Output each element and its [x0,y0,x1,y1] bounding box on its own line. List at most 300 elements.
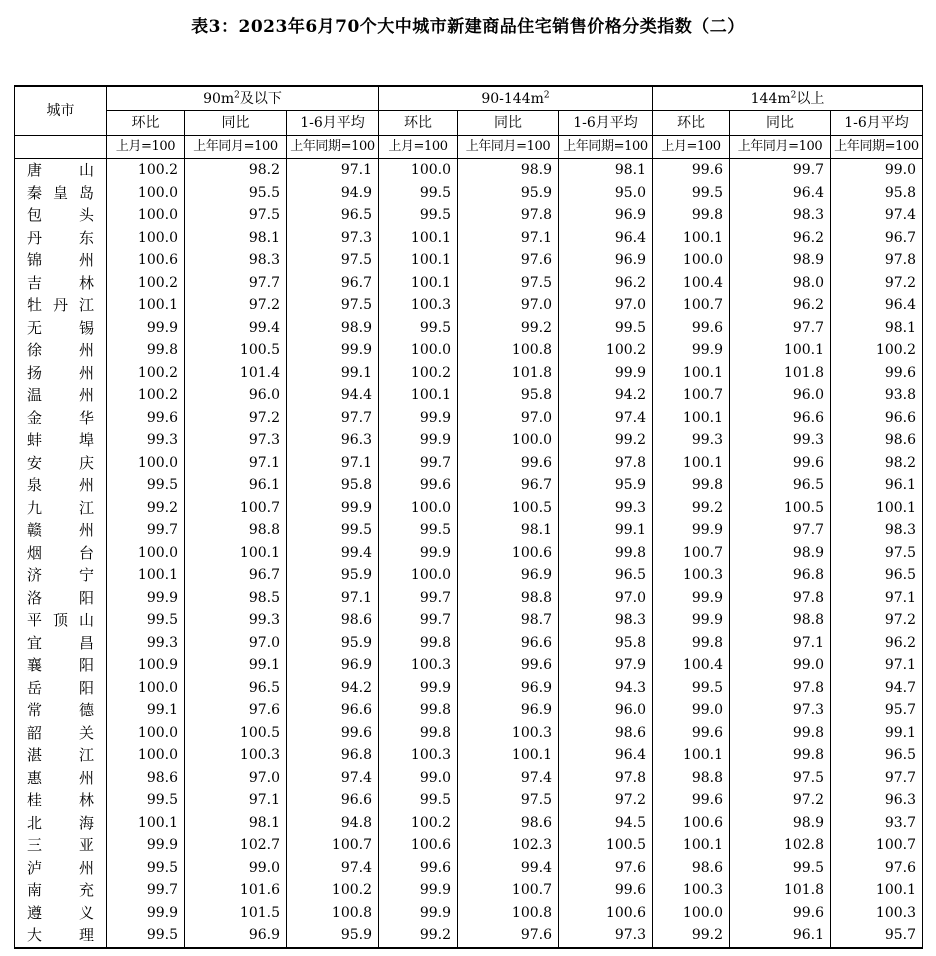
value-cell: 99.7 [379,609,458,632]
value-cell: 97.1 [831,587,923,610]
metric-header: 1-6月平均 [559,111,653,136]
value-cell: 99.8 [107,339,185,362]
metric-header: 同比 [185,111,287,136]
city-cell: 蚌埠 [15,429,107,452]
metric-header: 1-6月平均 [831,111,923,136]
value-cell: 99.3 [559,497,653,520]
table-row [15,632,923,655]
value-cell: 96.1 [730,924,831,948]
value-cell: 99.3 [107,632,185,655]
value-cell: 100.0 [379,564,458,587]
table-row [15,362,923,385]
value-cell: 98.3 [185,249,287,272]
value-cell: 97.0 [559,294,653,317]
value-cell: 99.4 [458,857,559,880]
value-cell: 98.6 [831,429,923,452]
value-cell: 99.8 [653,204,730,227]
value-cell: 97.1 [831,654,923,677]
value-cell: 94.8 [287,812,379,835]
value-cell: 100.7 [185,497,287,520]
value-cell: 96.5 [730,474,831,497]
city-cell: 九江 [15,497,107,520]
value-cell: 99.5 [379,789,458,812]
value-cell: 96.0 [559,699,653,722]
value-cell: 97.0 [458,407,559,430]
value-cell: 97.1 [185,789,287,812]
value-cell: 100.0 [107,452,185,475]
base-header: 上年同月=100 [185,136,287,159]
value-cell: 97.2 [831,272,923,295]
city-cell: 徐州 [15,339,107,362]
city-cell: 北海 [15,812,107,835]
value-cell: 100.1 [379,272,458,295]
value-cell: 99.2 [559,429,653,452]
city-cell: 秦皇岛 [15,182,107,205]
value-cell: 99.5 [379,204,458,227]
value-cell: 94.5 [559,812,653,835]
value-cell: 99.9 [653,587,730,610]
value-cell: 95.5 [185,182,287,205]
value-cell: 97.3 [287,227,379,250]
value-cell: 100.8 [287,902,379,925]
value-cell: 100.2 [107,384,185,407]
value-cell: 94.7 [831,677,923,700]
group-sup: 2 [234,89,240,100]
value-cell: 98.6 [559,722,653,745]
table-row [15,609,923,632]
value-cell: 96.6 [831,407,923,430]
value-cell: 100.5 [730,497,831,520]
value-cell: 96.0 [730,384,831,407]
value-cell: 97.8 [559,452,653,475]
city-cell: 遵义 [15,902,107,925]
value-cell: 99.1 [107,699,185,722]
value-cell: 96.2 [730,294,831,317]
value-cell: 100.5 [185,339,287,362]
value-cell: 99.6 [653,789,730,812]
value-cell: 99.4 [185,317,287,340]
table-row [15,744,923,767]
value-cell: 96.6 [287,789,379,812]
value-cell: 100.3 [831,902,923,925]
value-cell: 95.8 [559,632,653,655]
table-row [15,384,923,407]
value-cell: 98.9 [730,249,831,272]
value-cell: 99.0 [730,654,831,677]
value-cell: 99.9 [107,902,185,925]
table-row [15,767,923,790]
value-cell: 97.7 [831,767,923,790]
value-cell: 99.9 [107,317,185,340]
value-cell: 97.5 [185,204,287,227]
value-cell: 98.2 [831,452,923,475]
city-cell: 安庆 [15,452,107,475]
table-row [15,204,923,227]
value-cell: 98.9 [458,159,559,182]
value-cell: 94.4 [287,384,379,407]
value-cell: 100.5 [458,497,559,520]
value-cell: 97.0 [559,587,653,610]
table-row [15,879,923,902]
value-cell: 99.0 [653,699,730,722]
table-row [15,497,923,520]
value-cell: 96.6 [458,632,559,655]
value-cell: 99.0 [831,159,923,182]
value-cell: 99.5 [653,677,730,700]
value-cell: 97.3 [185,429,287,452]
value-cell: 100.7 [458,879,559,902]
value-cell: 100.7 [287,834,379,857]
group-label: 90m [203,90,235,107]
value-cell: 95.9 [287,564,379,587]
value-cell: 99.8 [653,632,730,655]
value-cell: 100.1 [107,294,185,317]
value-cell: 98.1 [831,317,923,340]
value-cell: 100.1 [653,227,730,250]
value-cell: 97.9 [559,654,653,677]
base-header: 上年同期=100 [287,136,379,159]
value-cell: 97.5 [287,249,379,272]
value-cell: 99.9 [379,429,458,452]
table-row [15,834,923,857]
value-cell: 100.3 [458,722,559,745]
value-cell: 96.1 [185,474,287,497]
value-cell: 96.5 [831,744,923,767]
value-cell: 99.5 [379,519,458,542]
value-cell: 102.8 [730,834,831,857]
value-cell: 99.3 [653,429,730,452]
value-cell: 97.4 [287,857,379,880]
value-cell: 100.0 [107,182,185,205]
value-cell: 99.6 [831,362,923,385]
city-cell: 烟台 [15,542,107,565]
value-cell: 100.1 [107,812,185,835]
group-sup: 2 [790,89,797,100]
value-cell: 97.4 [831,204,923,227]
value-cell: 102.3 [458,834,559,857]
value-cell: 97.8 [831,249,923,272]
city-cell: 泉州 [15,474,107,497]
value-cell: 100.8 [458,902,559,925]
value-cell: 95.8 [831,182,923,205]
value-cell: 100.0 [107,677,185,700]
city-cell: 湛江 [15,744,107,767]
value-cell: 99.9 [379,677,458,700]
value-cell: 96.4 [559,227,653,250]
value-cell: 100.0 [107,722,185,745]
base-header: 上年同月=100 [458,136,559,159]
table-row [15,317,923,340]
value-cell: 100.7 [653,384,730,407]
value-cell: 98.6 [287,609,379,632]
value-cell: 99.8 [730,722,831,745]
value-cell: 96.3 [831,789,923,812]
group-suffix: 以上 [796,90,825,107]
value-cell: 93.8 [831,384,923,407]
value-cell: 99.6 [653,722,730,745]
value-cell: 100.2 [379,362,458,385]
value-cell: 99.9 [653,339,730,362]
value-cell: 100.7 [653,542,730,565]
metric-header: 环比 [379,111,458,136]
value-cell: 97.8 [730,587,831,610]
value-cell: 97.7 [730,519,831,542]
value-cell: 96.9 [458,564,559,587]
value-cell: 100.6 [107,249,185,272]
group-header-medium [379,86,653,111]
table-row [15,699,923,722]
value-cell: 100.1 [379,249,458,272]
city-cell: 南充 [15,879,107,902]
city-cell: 温州 [15,384,107,407]
value-cell: 98.1 [559,159,653,182]
value-cell: 97.4 [559,407,653,430]
value-cell: 100.2 [287,879,379,902]
value-cell: 97.1 [287,587,379,610]
table-row [15,677,923,700]
value-cell: 100.3 [185,744,287,767]
value-cell: 97.3 [559,924,653,948]
base-header: 上月=100 [653,136,730,159]
table-title: 表3：2023年6月70个大中城市新建商品住宅销售价格分类指数（二） [191,17,745,37]
value-cell: 100.0 [107,204,185,227]
value-cell: 96.2 [559,272,653,295]
city-cell: 常德 [15,699,107,722]
value-cell: 96.3 [287,429,379,452]
value-cell: 100.9 [107,654,185,677]
value-cell: 101.4 [185,362,287,385]
value-cell: 100.1 [379,384,458,407]
table-row [15,857,923,880]
value-cell: 99.8 [730,744,831,767]
value-cell: 96.7 [458,474,559,497]
value-cell: 98.9 [730,542,831,565]
value-cell: 97.0 [185,632,287,655]
value-cell: 99.8 [379,699,458,722]
base-header: 上月=100 [107,136,185,159]
value-cell: 99.4 [287,542,379,565]
value-cell: 100.3 [653,564,730,587]
value-cell: 99.9 [107,587,185,610]
value-cell: 95.7 [831,924,923,948]
value-cell: 98.9 [287,317,379,340]
value-cell: 98.8 [185,519,287,542]
value-cell: 99.5 [107,857,185,880]
value-cell: 96.0 [185,384,287,407]
value-cell: 99.9 [379,542,458,565]
city-cell: 扬州 [15,362,107,385]
value-cell: 99.9 [287,497,379,520]
value-cell: 100.0 [653,249,730,272]
value-cell: 98.1 [185,227,287,250]
value-cell: 97.1 [730,632,831,655]
value-cell: 101.5 [185,902,287,925]
value-cell: 96.7 [831,227,923,250]
value-cell: 94.2 [559,384,653,407]
value-cell: 97.5 [458,789,559,812]
value-cell: 99.8 [379,722,458,745]
value-cell: 99.6 [107,407,185,430]
value-cell: 98.6 [653,857,730,880]
value-cell: 97.6 [458,924,559,948]
value-cell: 97.1 [287,159,379,182]
city-cell: 洛阳 [15,587,107,610]
table-row [15,789,923,812]
table-row [15,339,923,362]
value-cell: 99.0 [185,857,287,880]
value-cell: 100.6 [559,902,653,925]
city-cell: 桂林 [15,789,107,812]
value-cell: 96.9 [458,699,559,722]
value-cell: 100.4 [653,654,730,677]
value-cell: 96.5 [831,564,923,587]
value-cell: 100.0 [379,339,458,362]
value-cell: 99.6 [379,857,458,880]
value-cell: 99.5 [107,609,185,632]
value-cell: 100.3 [653,879,730,902]
table-row [15,294,923,317]
table-row [15,924,923,948]
value-cell: 97.0 [458,294,559,317]
city-cell: 吉林 [15,272,107,295]
value-cell: 100.0 [379,497,458,520]
value-cell: 100.3 [379,744,458,767]
value-cell: 98.1 [458,519,559,542]
table-row [15,587,923,610]
metric-header: 同比 [458,111,559,136]
value-cell: 100.1 [107,564,185,587]
value-cell: 100.1 [831,879,923,902]
value-cell: 99.9 [379,879,458,902]
value-cell: 100.6 [379,834,458,857]
value-cell: 100.0 [107,744,185,767]
value-cell: 95.9 [287,924,379,948]
group-header-large [653,86,923,111]
base-header: 上月=100 [379,136,458,159]
value-cell: 100.6 [653,812,730,835]
value-cell: 98.9 [730,812,831,835]
value-cell: 99.7 [379,587,458,610]
value-cell: 97.8 [458,204,559,227]
value-cell: 97.7 [185,272,287,295]
table-row [15,654,923,677]
value-cell: 99.2 [458,317,559,340]
value-cell: 101.8 [730,362,831,385]
value-cell: 97.5 [458,272,559,295]
table-row [15,182,923,205]
value-cell: 94.3 [559,677,653,700]
value-cell: 99.3 [185,609,287,632]
value-cell: 96.7 [287,272,379,295]
metric-header: 1-6月平均 [287,111,379,136]
value-cell: 99.7 [107,879,185,902]
table-row [15,542,923,565]
value-cell: 99.5 [107,924,185,948]
value-cell: 99.6 [559,879,653,902]
value-cell: 99.2 [107,497,185,520]
value-cell: 96.6 [287,699,379,722]
value-cell: 100.0 [107,542,185,565]
value-cell: 99.9 [379,407,458,430]
value-cell: 97.8 [559,767,653,790]
value-cell: 97.2 [185,294,287,317]
table-row [15,407,923,430]
value-cell: 96.2 [730,227,831,250]
group-label: 90-144m [481,90,544,107]
value-cell: 96.4 [730,182,831,205]
value-cell: 99.1 [287,362,379,385]
value-cell: 100.1 [653,834,730,857]
metric-header: 同比 [730,111,831,136]
value-cell: 99.6 [653,317,730,340]
value-cell: 99.1 [831,722,923,745]
value-cell: 100.2 [107,272,185,295]
value-cell: 99.5 [559,317,653,340]
value-cell: 99.7 [379,452,458,475]
value-cell: 96.1 [831,474,923,497]
group-label: 144m [750,90,791,107]
value-cell: 99.8 [379,632,458,655]
value-cell: 100.8 [458,339,559,362]
city-cell: 金华 [15,407,107,430]
value-cell: 97.1 [287,452,379,475]
value-cell: 99.6 [458,452,559,475]
value-cell: 100.1 [458,744,559,767]
value-cell: 99.1 [559,519,653,542]
value-cell: 96.9 [559,249,653,272]
value-cell: 99.8 [559,542,653,565]
value-cell: 99.5 [107,474,185,497]
value-cell: 100.5 [185,722,287,745]
value-cell: 100.1 [730,339,831,362]
value-cell: 96.9 [458,677,559,700]
value-cell: 100.2 [831,339,923,362]
value-cell: 98.5 [185,587,287,610]
metric-header: 环比 [107,111,185,136]
value-cell: 98.3 [730,204,831,227]
value-cell: 100.6 [458,542,559,565]
value-cell: 97.5 [730,767,831,790]
value-cell: 97.7 [287,407,379,430]
table-row [15,159,923,182]
city-cell: 牡丹江 [15,294,107,317]
value-cell: 95.8 [458,384,559,407]
base-header: 上年同月=100 [730,136,831,159]
header-row-bases [15,136,923,159]
group-header-small [107,86,379,111]
value-cell: 99.2 [379,924,458,948]
city-cell: 大理 [15,924,107,948]
value-cell: 99.6 [730,902,831,925]
value-cell: 97.2 [559,789,653,812]
value-cell: 99.9 [559,362,653,385]
value-cell: 99.3 [730,429,831,452]
value-cell: 97.5 [831,542,923,565]
value-cell: 100.1 [653,407,730,430]
value-cell: 99.5 [653,182,730,205]
value-cell: 93.7 [831,812,923,835]
value-cell: 100.0 [653,902,730,925]
value-cell: 101.8 [730,879,831,902]
value-cell: 100.1 [185,542,287,565]
value-cell: 97.4 [287,767,379,790]
table-row [15,429,923,452]
value-cell: 95.9 [458,182,559,205]
value-cell: 96.7 [185,564,287,587]
value-cell: 97.1 [185,452,287,475]
city-cell: 丹东 [15,227,107,250]
value-cell: 96.9 [287,654,379,677]
